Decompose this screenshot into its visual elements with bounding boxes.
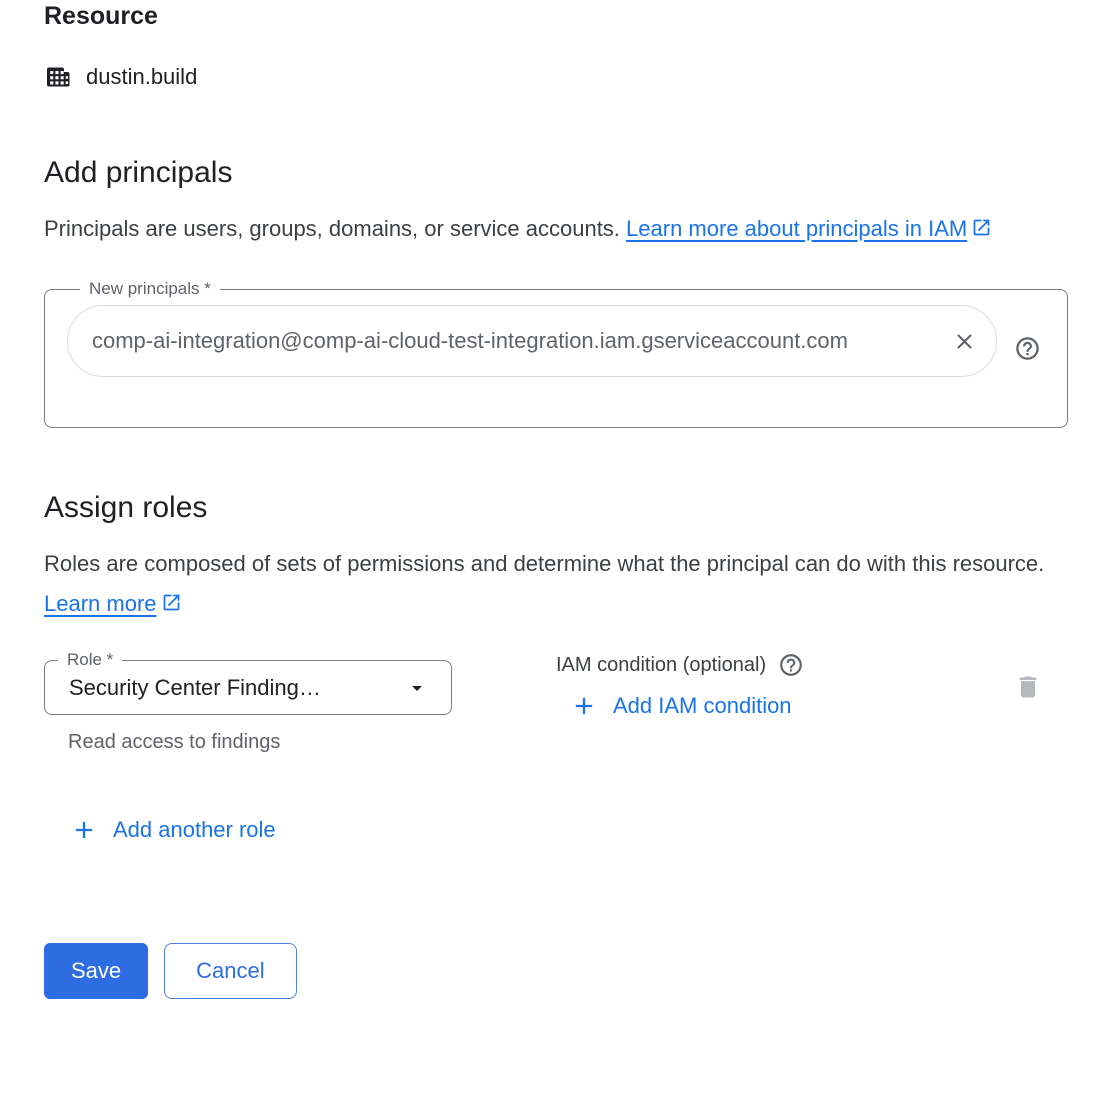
iam-condition-column (556, 652, 804, 725)
iam-condition-help-button[interactable] (778, 652, 804, 678)
assign-roles-description (44, 544, 1060, 624)
role-label: Role * (67, 650, 114, 669)
resource-heading: Resource (44, 2, 158, 30)
open-in-new-icon (971, 217, 992, 238)
trash-icon (1014, 673, 1042, 701)
resource-name: dustin.build (86, 64, 198, 89)
delete-role-button[interactable] (1014, 673, 1042, 701)
add-principals-description-text: Principals are users, groups, domains, or service accounts. (44, 216, 627, 241)
role-row (44, 650, 1068, 754)
add-principals-section (44, 153, 1068, 428)
open-in-new-icon (161, 592, 182, 613)
new-principals-help-button[interactable] (1003, 324, 1051, 372)
plus-icon (70, 816, 98, 844)
add-principals-heading: Add principals (44, 156, 233, 189)
save-button[interactable]: Save (44, 943, 148, 999)
add-iam-condition-label: Add IAM condition (613, 693, 792, 718)
role-column (44, 650, 452, 754)
add-another-role-label: Add another role (113, 817, 276, 842)
role-select[interactable] (45, 672, 451, 704)
help-icon (1014, 335, 1041, 362)
principal-chip (67, 305, 997, 377)
project-icon (44, 63, 72, 91)
learn-more-roles-link[interactable]: Learn more (44, 591, 157, 616)
role-field (44, 650, 452, 715)
learn-more-principals-link[interactable]: Learn more about principals in IAM (626, 216, 968, 241)
add-another-role-button[interactable] (70, 816, 276, 844)
principal-chip-text: comp-ai-integration@comp-ai-cloud-test-integration.iam.gserviceaccount.com (92, 328, 848, 353)
plus-icon (570, 692, 598, 720)
assign-roles-heading: Assign roles (44, 491, 208, 524)
add-iam-condition-button[interactable] (570, 692, 792, 720)
new-principals-label: New principals * (89, 279, 211, 298)
new-principals-field-body[interactable] (67, 305, 1051, 377)
cancel-button[interactable]: Cancel (164, 943, 296, 999)
iam-condition-label: IAM condition (optional) (556, 654, 767, 676)
assign-roles-section (44, 488, 1068, 849)
arrow-drop-down-icon (405, 676, 429, 700)
assign-roles-description-text: Roles are composed of sets of permissions and determine what the principal can do with this resource. (44, 551, 1045, 576)
resource-row (44, 63, 1068, 91)
resource-section (44, 0, 1068, 91)
role-description: Read access to findings (68, 731, 281, 753)
add-principals-description (44, 209, 1060, 249)
new-principals-field (44, 279, 1068, 428)
help-icon (778, 652, 804, 678)
close-icon (952, 329, 977, 354)
remove-principal-button[interactable] (946, 323, 982, 359)
iam-condition-label-row (556, 652, 804, 678)
action-buttons (44, 943, 1068, 999)
role-select-value: Security Center Finding… (69, 675, 321, 700)
